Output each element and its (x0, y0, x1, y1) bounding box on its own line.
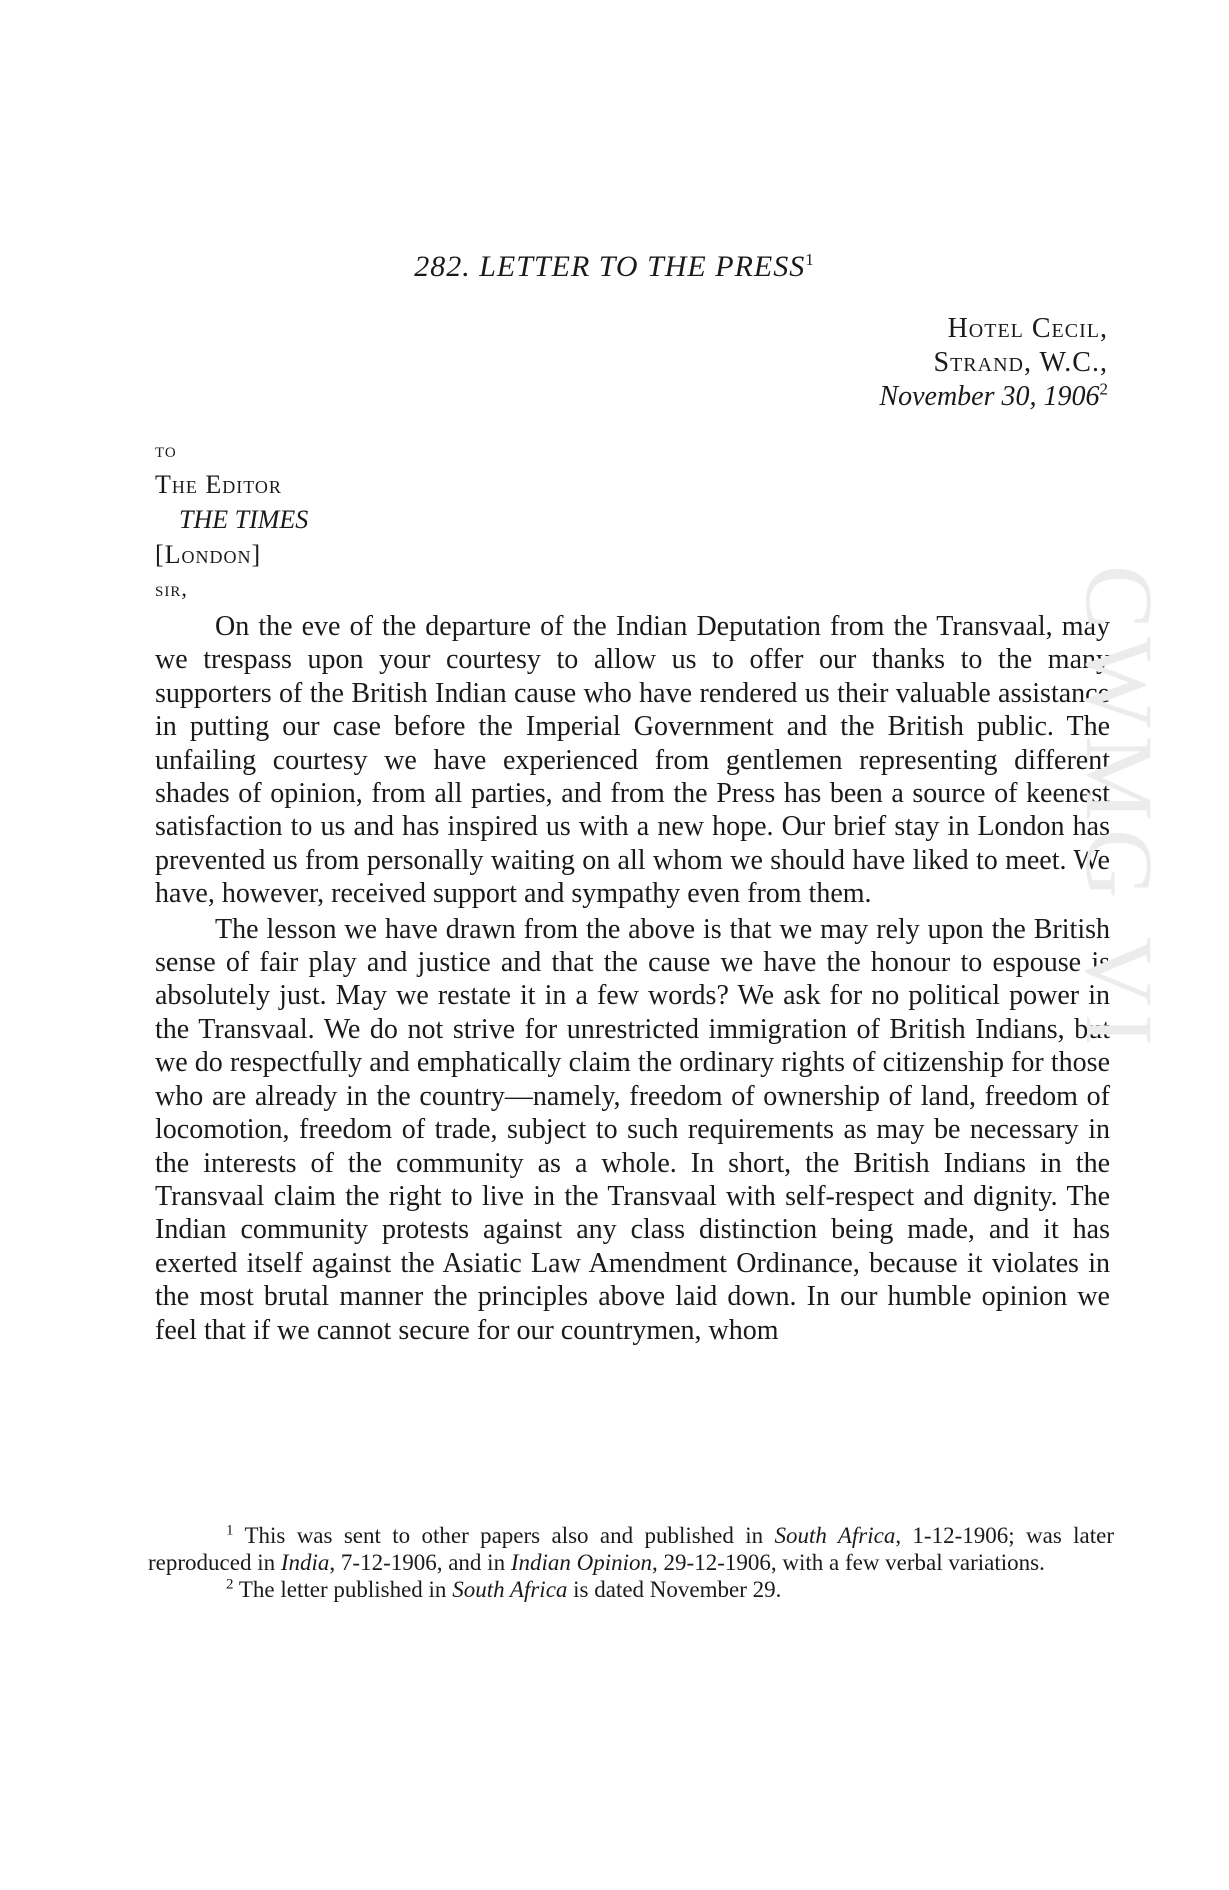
letter-title (0, 250, 1229, 284)
body-paragraph-2: The lesson we have drawn from the above is that we may rely upon the British sense of fair play and justice and that the cause we have the honour to espouse is absolutely just. May we restate it in a few words? We ask for no political power in the Transvaal. We do not strive for unrestricted immigration of British Indians, but we do respectfully and emphatically claim the ordinary rights of citizenship for those who are already in the country—namely, freedom of ownership of land, freedom of locomotion, freedom of trade, subject to such requirements as may be necessary in the interests of the community as a whole. In short, the British Indians in the Transvaal claim the right to live in the Transvaal with self-respect and dignity. The Indian community protests against any class distinction being made, and it has exerted itself against the Asiatic Law Amendment Ordinance, because it violates in the most brutal manner the principles above laid down. In our humble opinion we feel that if we cannot secure for our countrymen, whom (155, 913, 1110, 1346)
recipient-block (155, 432, 308, 572)
recipient-to: to (155, 437, 177, 462)
letter-body (155, 610, 1110, 1347)
footnote-2-source-south-africa: South Africa (452, 1577, 568, 1602)
date-text: November 30, 1906 (879, 381, 1100, 412)
footnote-2-marker: 2 (226, 1576, 234, 1593)
title-footnote-marker: 1 (805, 250, 815, 269)
footnote-1-source-india: India (280, 1550, 330, 1575)
footnote-1-text-c: , 7-12-1906, and in (329, 1550, 511, 1575)
address-line-street: Strand, W.C., (933, 347, 1108, 378)
date-footnote-marker: 2 (1099, 379, 1108, 399)
recipient-newspaper: THE TIMES (179, 505, 309, 534)
footnote-1-text-b: , 1-12-1906; was later reproduced in (148, 1523, 1114, 1575)
footnote-1-text-d: , 29-12-1906, with a few verbal variations. (652, 1550, 1045, 1575)
letter-date (879, 380, 1108, 414)
footnote-2 (148, 1576, 1114, 1603)
watermark: CWMG VI (1066, 565, 1173, 1054)
sender-address (879, 312, 1108, 414)
footnotes (148, 1522, 1114, 1603)
recipient-city: [London] (155, 540, 262, 569)
salutation: sir, (155, 576, 188, 601)
footnote-2-text-b: is dated November 29. (567, 1577, 782, 1602)
footnote-2-text-a: The letter published in (238, 1577, 453, 1602)
address-line-hotel: Hotel Cecil, (947, 313, 1108, 344)
footnote-1-marker: 1 (226, 1522, 234, 1539)
title-text: 282. LETTER TO THE PRESS (414, 250, 806, 283)
footnote-1-source-south-africa: South Africa (774, 1523, 896, 1548)
footnote-1-text-a: This was sent to other papers also and published in (244, 1523, 775, 1548)
footnote-1 (148, 1522, 1114, 1576)
recipient-editor: The Editor (155, 470, 282, 499)
body-paragraph-1: On the eve of the departure of the Indian Deputation from the Transvaal, may we trespass upon your courtesy to allow us to offer our thanks to the many supporters of the British Indian cause who have rendered us their valuable assistance in putting our case before the Imperial Government and the British public. The unfailing courtesy we have experienced from gentlemen representing different shades of opinion, from all parties, and from the Press has been a source of keenest satisfaction to us and has inspired us with a new hope. Our brief stay in London has prevented us from personally waiting on all whom we should have liked to meet. We have, however, received support and sympathy even from them. (155, 611, 1110, 910)
footnote-1-source-indian-opinion: Indian Opinion (510, 1550, 653, 1575)
